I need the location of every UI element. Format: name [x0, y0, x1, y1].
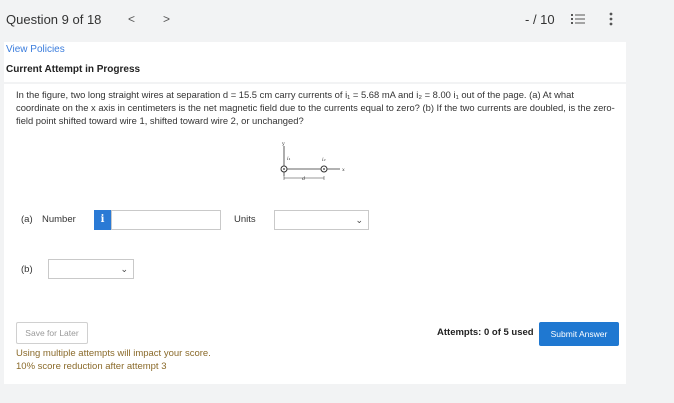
part-b-label: (b) — [21, 264, 33, 275]
units-label: Units — [234, 214, 256, 225]
next-question-button[interactable]: > — [163, 12, 171, 26]
chevron-down-icon: ⌄ — [355, 215, 363, 225]
figure-y-label: y — [282, 141, 285, 147]
chevron-down-icon: ⌄ — [120, 264, 128, 274]
top-bar — [0, 0, 674, 40]
units-select[interactable] — [274, 210, 369, 230]
previous-question-button[interactable]: < — [128, 12, 136, 26]
kebab-icon[interactable] — [608, 11, 614, 27]
current-attempt-heading: Current Attempt in Progress — [6, 64, 141, 75]
answer-b-select[interactable] — [48, 259, 134, 279]
view-policies-link[interactable]: View Policies — [6, 44, 65, 55]
list-icon[interactable] — [571, 13, 585, 25]
attempts-counter: Attempts: 0 of 5 used — [437, 327, 534, 338]
save-for-later-button[interactable]: Save for Later — [16, 322, 88, 344]
figure-d-label: d — [302, 176, 306, 182]
info-icon[interactable]: i — [94, 210, 111, 230]
question-text: In the figure, two long straight wires at separation d = 15.5 cm carry currents of i₁ = 5.68 mA and i₂ = 8.00 i₁ out of the page. (a) At what coordinate on the x axis in centimeters is the net magnetic field due to the currents equal to zero? (b) If the two currents are doubled, is the zero-field point shifted toward wire 1, shifted toward wire 2, or unchanged? — [16, 89, 615, 126]
question-counter: Question 9 of 18 — [6, 12, 102, 27]
figure-i1-label: i₁ — [287, 156, 291, 162]
policies-panel — [4, 42, 626, 82]
figure-x-label: x — [342, 167, 345, 173]
score-display: - / 10 — [525, 12, 555, 27]
answer-a-input[interactable] — [111, 210, 221, 230]
figure-i2-label: i₂ — [322, 157, 326, 163]
part-a-label: (a) — [21, 214, 33, 225]
wires-figure — [272, 140, 362, 190]
score-reduction-note: 10% score reduction after attempt 3 — [16, 361, 167, 372]
submit-answer-button[interactable]: Submit Answer — [539, 322, 619, 346]
question-card — [4, 84, 626, 384]
attempts-note: Using multiple attempts will impact your score. — [16, 348, 211, 359]
number-label: Number — [42, 214, 76, 225]
